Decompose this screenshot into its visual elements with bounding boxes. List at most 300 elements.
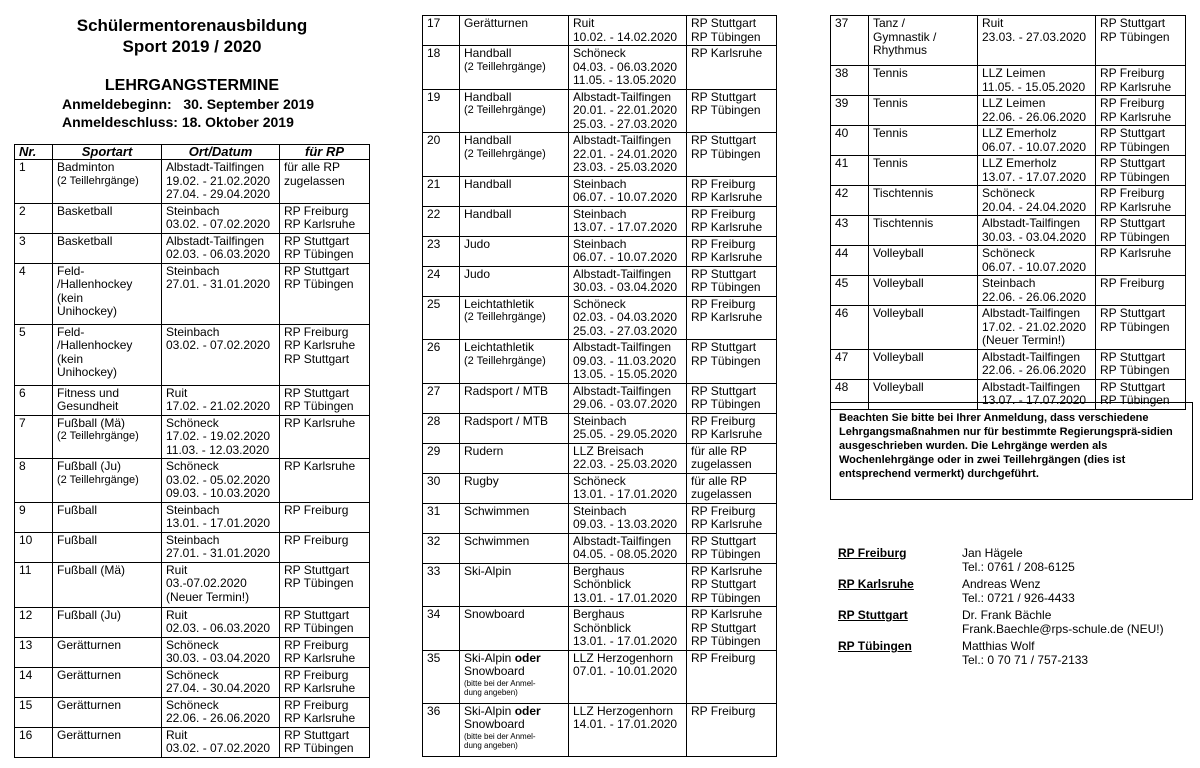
eligible-rp: RP Freiburg [1100,96,1165,110]
cell-nr [423,383,460,413]
sport-name: Basketball [57,203,113,218]
sport-hint: (bitte bei der Anmel- dung angeben) [464,731,536,750]
sport-name: Leichtathletik [464,340,535,354]
course-number: 36 [427,703,441,718]
cell-rp [687,383,777,413]
cell-rp [1096,276,1186,306]
cell-rp [687,89,777,133]
table-row [423,533,777,563]
table-row [15,607,370,637]
sport-name: Volleyball [873,246,924,260]
location-date: 07.01. - 10.01.2020 [573,664,678,678]
cell-rp [687,296,777,340]
contact-line: Jan Hägele [962,546,1023,560]
table-row [423,206,777,236]
location-date: Albstadt-Tailfingen [982,216,1081,230]
cell-rp [687,266,777,296]
location-date: 11.05. - 15.05.2020 [982,79,1086,94]
location-date: LLZ Herzogenhorn [573,650,674,665]
eligible-rp: RP Tübingen [284,247,354,261]
cell-nr [423,133,460,177]
contact-line: Tel.: 0721 / 926-4433 [962,591,1075,605]
location-date: 04.03. - 06.03.2020 [573,59,678,74]
cell-nr [15,727,53,757]
eligible-rp: RP Stuttgart [1100,306,1166,320]
course-number: 42 [835,186,849,200]
location-date: 19.02. - 21.02.2020 [166,173,271,188]
document-title: Schülermentorenausbildung [76,16,308,35]
course-number: 17 [427,16,441,30]
eligible-rp: RP Tübingen [691,29,761,44]
cell-sport [869,156,978,186]
table-row [423,296,777,340]
location-date: Ruit [166,727,188,742]
cell-nr [15,459,53,503]
eligible-rp: RP Tübingen [691,547,761,561]
cell-sport [460,236,569,266]
cell-place [162,263,280,324]
eligible-rp: RP Stuttgart [691,266,757,281]
cell-sport [460,563,569,607]
cell-nr [423,89,460,133]
course-number: 41 [835,156,849,170]
course-number: 47 [835,349,849,364]
table-row [15,203,370,233]
cell-rp [1096,349,1186,379]
cell-place [162,637,280,667]
location-date: Albstadt-Tailfingen [982,379,1081,394]
cell-place [978,186,1096,216]
location-date: 22.06. - 26.06.2020 [982,363,1087,377]
cell-sport [53,233,162,263]
location-date: Albstadt-Tailfingen [166,233,265,248]
course-number: 5 [19,324,26,339]
sport-name: Rugby [464,473,499,488]
cell-sport [53,203,162,233]
location-date: Albstadt-Tailfingen [982,306,1081,320]
cell-rp [687,563,777,607]
sport-name: Volleyball [873,306,924,320]
cell-rp [687,703,777,756]
location-date: Schöneck [166,667,219,682]
location-date: Albstadt-Tailfingen [573,133,672,147]
location-date: 09.03. - 10.03.2020 [166,486,271,500]
location-date: 13.01. - 17.01.2020 [573,590,678,605]
cell-sport [53,324,162,385]
eligible-rp: RP Freiburg [1100,276,1165,290]
cell-rp [280,532,370,562]
sport-name: Gerätturnen [57,727,122,742]
cell-place [569,89,687,133]
location-date: LLZ Leimen [982,96,1046,110]
location-date: Ruit [982,16,1004,30]
location-date: 09.03. - 11.03.2020 [573,353,677,368]
eligible-rp: zugelassen [284,173,345,188]
location-date: LLZ Herzogenhorn [573,703,674,718]
cell-rp [687,206,777,236]
cell-sport [460,340,569,384]
cell-rp [687,236,777,266]
location-date: Schönblick [573,620,632,635]
cell-rp [687,503,777,533]
sport-name: Tennis [873,96,908,110]
location-date: Ruit [573,16,595,30]
course-number: 11 [19,562,32,577]
sport-name: Tennis [873,66,908,80]
location-date: 03.-07.02.2020 [166,576,247,590]
cell-place [162,203,280,233]
eligible-rp: RP Tübingen [1100,319,1170,334]
location-date: Steinbach [573,236,627,251]
eligible-rp: RP Stuttgart [1100,216,1166,230]
location-date: 11.03. - 12.03.2020 [166,442,270,457]
course-number: 28 [427,413,441,428]
eligible-rp: RP Stuttgart [691,340,757,354]
eligible-rp: RP Karlsruhe [284,338,356,352]
cell-rp [1096,306,1186,350]
location-date: Albstadt-Tailfingen [573,383,672,398]
contact-line: Tel.: 0761 / 208-6125 [962,560,1075,574]
cell-nr [15,233,53,263]
table-row [15,562,370,607]
location-date: (Neuer Termin!) [982,333,1066,347]
cell-place [162,562,280,607]
cell-nr [831,126,869,156]
sport-name: Ski-Alpin oder Snowboard [464,650,541,678]
contact-line: Dr. Frank Bächle [962,608,1052,622]
cell-place [569,176,687,206]
location-date: 27.04. - 29.04.2020 [166,187,271,201]
sport-name: Volleyball [873,379,924,394]
sport-name: Tischtennis [873,186,934,200]
cell-sport [53,607,162,637]
location-date: Schöneck [982,186,1035,200]
eligible-rp: RP Stuttgart [1100,16,1166,30]
eligible-rp: RP Freiburg [691,413,756,428]
table-row [831,306,1186,350]
course-number: 1 [19,160,26,174]
sport-name: Volleyball [873,349,924,364]
cell-sport [460,296,569,340]
eligible-rp: RP Tübingen [691,590,761,605]
cell-place [978,306,1096,350]
cell-place [569,133,687,177]
cell-rp [1096,156,1186,186]
cell-nr [831,216,869,246]
course-number: 15 [19,697,33,712]
cell-place [978,246,1096,276]
course-number: 18 [427,46,441,60]
course-number: 46 [835,306,849,320]
cell-rp [280,459,370,503]
cell-nr [423,296,460,340]
eligible-rp: RP Freiburg [691,703,756,718]
course-number: 13 [19,637,33,652]
schedule-table-3 [830,15,1186,410]
course-number: 32 [427,533,441,548]
eligible-rp: RP Karlsruhe [691,220,763,234]
location-date: 20.04. - 24.04.2020 [982,199,1087,214]
eligible-rp: RP Karlsruhe [284,711,356,725]
location-date: 10.02. - 14.02.2020 [573,29,678,44]
contact-line: Matthias Wolf [962,639,1035,653]
sport-name: Handball [464,133,512,147]
cell-rp [687,340,777,384]
eligible-rp: RP Stuttgart [691,620,757,635]
contact-rp: RP Karlsruhe [838,577,914,591]
table-row [15,502,370,532]
cell-rp [687,533,777,563]
course-number: 48 [835,379,849,394]
cell-sport [460,503,569,533]
cell-nr [15,160,53,204]
sport-name: Gerätturnen [464,16,529,30]
location-date: 11.05. - 13.05.2020 [573,73,677,87]
sport-name: Judo [464,266,491,281]
cell-nr [15,263,53,324]
eligible-rp: RP Karlsruhe [691,46,763,60]
location-date: Steinbach [166,203,220,218]
eligible-rp: RP Karlsruhe [284,459,356,473]
cell-nr [423,503,460,533]
sport-name: Basketball [57,233,113,248]
eligible-rp: für alle RP [691,443,748,458]
location-date: Ruit [166,607,188,622]
cell-place [569,16,687,46]
course-number: 37 [835,16,849,30]
course-number: 25 [427,296,441,311]
cell-place [569,206,687,236]
cell-rp [1096,126,1186,156]
course-number: 9 [19,502,26,517]
cell-sport [869,246,978,276]
cell-nr [423,46,460,90]
cell-nr [423,650,460,703]
table-row [831,276,1186,306]
location-date: 06.07. - 10.07.2020 [982,139,1087,154]
cell-nr [423,266,460,296]
cell-place [978,156,1096,186]
location-date: 30.03. - 03.04.2020 [573,280,678,294]
location-date: 13.07. - 17.07.2020 [982,393,1087,407]
column-header-rp: für RP [280,145,370,160]
cell-sport [869,66,978,96]
cell-place [162,502,280,532]
eligible-rp: für alle RP [691,473,748,488]
table-row [831,66,1186,96]
location-date: Steinbach [982,276,1036,290]
contact-entry [838,608,1188,636]
cell-nr [15,667,53,697]
cell-place [978,96,1096,126]
eligible-rp: RP Tübingen [284,576,354,590]
contact-details [962,608,1164,636]
cell-nr [15,697,53,727]
sport-name: Handball [464,206,512,221]
location-date: Schöneck [982,246,1035,260]
table-row [15,727,370,757]
cell-nr [15,562,53,607]
cell-sport [53,502,162,532]
cell-sport [460,383,569,413]
eligible-rp: RP Freiburg [284,502,349,517]
location-date: 17.02. - 21.02.2020 [982,319,1087,334]
course-number: 45 [835,276,849,290]
cell-rp [280,562,370,607]
registration-deadline: Anmeldeschluss: 18. Oktober 2019 [62,114,294,130]
table-row [831,16,1186,66]
table-row [831,349,1186,379]
cell-place [162,160,280,204]
contact-entry [838,577,1188,605]
location-date: 22.06. - 26.06.2020 [166,711,271,725]
course-number: 29 [427,443,441,458]
column-header-sport: Sportart [53,145,162,160]
registration-start: Anmeldebeginn: 30. September 2019 [62,96,315,112]
cell-sport [869,216,978,246]
sport-name: Tennis [873,156,908,170]
table-row [831,156,1186,186]
cell-rp [687,133,777,177]
cell-place [978,276,1096,306]
sport-name: Radsport / MTB [464,383,549,398]
eligible-rp: RP Stuttgart [691,133,757,147]
course-number: 12 [19,607,33,622]
cell-sport [460,206,569,236]
cell-place [569,266,687,296]
table-row [831,186,1186,216]
sport-name: Tanz / Gymnastik / Rhythmus [873,16,937,57]
location-date: 02.03. - 04.03.2020 [573,310,678,324]
cell-rp [1096,246,1186,276]
contact-rp: RP Freiburg [838,546,907,560]
eligible-rp: RP Karlsruhe [691,563,763,578]
cell-sport [460,176,569,206]
location-date: Schöneck [573,473,626,488]
location-date: Albstadt-Tailfingen [573,533,672,548]
cell-place [569,503,687,533]
cell-nr [15,415,53,459]
sport-name: Leichtathletik [464,296,535,311]
cell-sport [460,413,569,443]
eligible-rp: für alle RP [284,160,341,174]
cell-nr [831,306,869,350]
cell-rp [687,607,777,651]
course-number: 43 [835,216,849,230]
cell-place [978,216,1096,246]
table-row [831,216,1186,246]
cell-nr [423,443,460,473]
cell-sport [460,533,569,563]
cell-nr [15,385,53,415]
eligible-rp: RP Freiburg [691,503,756,518]
cell-rp [1096,186,1186,216]
cell-rp [687,473,777,503]
cell-nr [423,176,460,206]
eligible-rp: zugelassen [691,457,752,471]
eligible-rp: RP Tübingen [691,634,761,648]
cell-sport [460,46,569,90]
course-number: 4 [19,263,26,278]
cell-rp [687,443,777,473]
course-number: 34 [427,607,441,621]
eligible-rp: RP Karlsruhe [284,217,356,231]
cell-place [569,533,687,563]
location-date: Berghaus [573,563,625,578]
eligible-rp: RP Karlsruhe [691,250,763,264]
cell-sport [869,306,978,350]
cell-place [162,697,280,727]
eligible-rp: RP Karlsruhe [284,681,356,695]
eligible-rp: RP Stuttgart [284,562,350,577]
contact-rp: RP Tübingen [838,639,912,653]
cell-sport [53,415,162,459]
eligible-rp: RP Stuttgart [691,577,757,591]
course-number: 38 [835,66,849,80]
table-row [831,126,1186,156]
cell-place [162,324,280,385]
eligible-rp: RP Stuttgart [1100,126,1166,140]
eligible-rp: RP Karlsruhe [284,651,356,665]
eligible-rp: RP Karlsruhe [691,310,763,324]
cell-rp [1096,66,1186,96]
eligible-rp: RP Tübingen [691,280,761,294]
eligible-rp: RP Freiburg [691,650,756,665]
eligible-rp: RP Tübingen [1100,363,1170,377]
cell-sport [53,532,162,562]
eligible-rp: RP Freiburg [284,203,349,218]
sport-name: Tischtennis [873,216,934,230]
sport-name: Handball [464,89,512,104]
location-date: Steinbach [573,503,627,518]
course-number: 3 [19,233,26,248]
cell-nr [423,703,460,756]
cell-sport [460,650,569,703]
cell-rp [280,727,370,757]
cell-place [569,46,687,90]
table-row [423,703,777,756]
schedule-table-1 [14,144,370,758]
cell-nr [831,16,869,66]
cell-nr [831,349,869,379]
course-number: 10 [19,532,33,547]
cell-nr [423,563,460,607]
location-date: Schöneck [166,415,219,430]
sport-name: Badminton [57,160,115,174]
contact-line: Tel.: 0 70 71 / 757-2133 [962,653,1089,667]
location-date: Ruit [166,385,188,400]
course-number: 16 [19,727,33,742]
sport-name: Gerätturnen [57,637,122,652]
eligible-rp: RP Stuttgart [284,233,350,248]
location-date: 03.02. - 07.02.2020 [166,217,271,231]
location-date: 22.06. - 26.06.2020 [982,289,1087,304]
eligible-rp: RP Freiburg [691,296,756,311]
cell-sport [460,133,569,177]
contact-entry [838,546,1188,574]
contact-details [962,546,1075,574]
sport-name: Fußball (Mä) [57,415,126,430]
contact-details [962,639,1088,667]
sport-name: Fitness und Gesundheit [57,385,120,413]
cell-nr [15,607,53,637]
cell-nr [15,532,53,562]
location-date: 25.03. - 27.03.2020 [573,323,678,338]
cell-rp [687,413,777,443]
eligible-rp: RP Stuttgart [284,607,350,622]
cell-sport [460,473,569,503]
cell-nr [423,607,460,651]
